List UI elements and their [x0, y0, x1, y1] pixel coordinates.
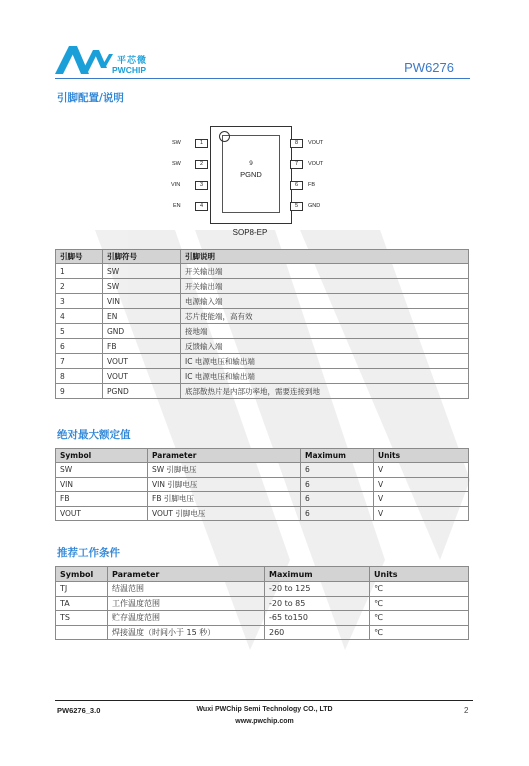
- cell-symbol: SW: [56, 463, 148, 478]
- cell-units: V: [374, 477, 469, 492]
- cell-pin-symbol: VOUT: [103, 369, 181, 384]
- table-row: [56, 384, 469, 399]
- page-number: 2: [464, 706, 469, 715]
- pin-label-left: VIN: [171, 182, 181, 188]
- cell-pin-number: 9: [56, 384, 103, 399]
- footer-company: Wuxi PWChip Semi Technology CO., LTD: [196, 706, 333, 713]
- cell-symbol: VOUT: [56, 506, 148, 521]
- center-pin-number: 9: [249, 160, 253, 167]
- cell-units: V: [374, 492, 469, 507]
- pin-number-box: 4: [195, 202, 208, 211]
- cell-pin-desc: 底部散热片是内部功率地，需要连接到地: [181, 384, 469, 399]
- package-name: SOP8-EP: [232, 228, 268, 237]
- section-title-rec-cond: 推荐工作条件: [57, 547, 120, 559]
- pin-label-left: SW: [172, 161, 181, 167]
- cell-pin-number: 1: [56, 264, 103, 279]
- table-row: [56, 611, 469, 626]
- pin1-marker-icon: [219, 131, 230, 142]
- cell-maximum: -20 to 85: [265, 596, 370, 611]
- table-header: Units: [374, 449, 469, 463]
- table-header: Maximum: [301, 449, 374, 463]
- cell-pin-number: 6: [56, 339, 103, 354]
- pin-label-left: SW: [172, 140, 181, 146]
- cell-units: ℃: [370, 611, 469, 626]
- cell-pin-desc: 接地端: [181, 324, 469, 339]
- cell-parameter: 焊接温度（时间小于 15 秒）: [108, 625, 265, 640]
- table-header: 引脚说明: [181, 250, 469, 264]
- table-row: [56, 264, 469, 279]
- cell-pin-desc: IC 电源电压和输出端: [181, 354, 469, 369]
- pin-description-table: [55, 249, 469, 399]
- cell-parameter: VIN 引脚电压: [148, 477, 301, 492]
- section-title-pin-config: 引脚配置/说明: [57, 92, 124, 104]
- cell-maximum: -20 to 125: [265, 582, 370, 597]
- cell-symbol: FB: [56, 492, 148, 507]
- footer-website[interactable]: www.pwchip.com: [235, 718, 294, 725]
- table-row: [56, 582, 469, 597]
- cell-symbol: TA: [56, 596, 108, 611]
- table-row: [56, 492, 469, 507]
- table-row: [56, 477, 469, 492]
- table-row: [56, 354, 469, 369]
- pin-label-left: EN: [173, 203, 181, 209]
- pwchip-logo-icon: [55, 40, 113, 76]
- pin-number-box: 7: [290, 160, 303, 169]
- pin-number-box: 2: [195, 160, 208, 169]
- table-row: [56, 369, 469, 384]
- model-number: PW6276: [404, 60, 454, 75]
- cell-maximum: 6: [301, 492, 374, 507]
- table-row: [56, 309, 469, 324]
- cell-units: ℃: [370, 596, 469, 611]
- table-header: 引脚号: [56, 250, 103, 264]
- table-header: Parameter: [108, 567, 265, 582]
- table-header: 引脚符号: [103, 250, 181, 264]
- table-row: [56, 596, 469, 611]
- cell-maximum: 6: [301, 506, 374, 521]
- cell-maximum: 6: [301, 463, 374, 478]
- pin-label-right: FB: [308, 182, 316, 188]
- cell-pin-symbol: SW: [103, 264, 181, 279]
- table-row: [56, 625, 469, 640]
- cell-symbol: VIN: [56, 477, 148, 492]
- table-row: [56, 294, 469, 309]
- cell-parameter: SW 引脚电压: [148, 463, 301, 478]
- cell-pin-desc: IC 电源电压和输出端: [181, 369, 469, 384]
- abs-max-table: [55, 448, 469, 521]
- pin-number-box: 1: [195, 139, 208, 148]
- pin-label-right: VOUT: [308, 161, 324, 167]
- cell-pin-desc: 开关输出端: [181, 264, 469, 279]
- cell-pin-number: 5: [56, 324, 103, 339]
- cell-pin-desc: 开关输出端: [181, 279, 469, 294]
- brand-name-cn: 平芯微: [117, 56, 148, 66]
- cell-pin-symbol: SW: [103, 279, 181, 294]
- cell-pin-symbol: FB: [103, 339, 181, 354]
- table-header: Symbol: [56, 449, 148, 463]
- pin-number-box: 5: [290, 202, 303, 211]
- table-row: [56, 324, 469, 339]
- cell-pin-symbol: VOUT: [103, 354, 181, 369]
- pin-label-right: VOUT: [308, 140, 324, 146]
- cell-maximum: 6: [301, 477, 374, 492]
- cell-symbol: TJ: [56, 582, 108, 597]
- cell-pin-desc: 反馈输入端: [181, 339, 469, 354]
- cell-parameter: FB 引脚电压: [148, 492, 301, 507]
- pin-number-box: 8: [290, 139, 303, 148]
- cell-parameter: 贮存温度范围: [108, 611, 265, 626]
- cell-units: V: [374, 463, 469, 478]
- footer-doc-id: PW6276_3.0: [57, 706, 101, 715]
- footer-divider: [55, 700, 473, 701]
- cell-pin-number: 7: [56, 354, 103, 369]
- cell-pin-desc: 电源输入端: [181, 294, 469, 309]
- cell-symbol: [56, 625, 108, 640]
- cell-pin-number: 4: [56, 309, 103, 324]
- cell-units: ℃: [370, 625, 469, 640]
- header-divider: [55, 78, 470, 79]
- pin-number-box: 3: [195, 181, 208, 190]
- cell-pin-number: 8: [56, 369, 103, 384]
- cell-pin-desc: 芯片使能端，高有效: [181, 309, 469, 324]
- table-row: [56, 279, 469, 294]
- table-header: Maximum: [265, 567, 370, 582]
- cell-pin-number: 3: [56, 294, 103, 309]
- cell-pin-number: 2: [56, 279, 103, 294]
- center-pin-name: PGND: [240, 170, 262, 179]
- cell-pin-symbol: GND: [103, 324, 181, 339]
- table-row: [56, 339, 469, 354]
- brand-name-en: PWCHIP: [112, 65, 146, 75]
- cell-pin-symbol: PGND: [103, 384, 181, 399]
- cell-parameter: 工作温度范围: [108, 596, 265, 611]
- table-header: Symbol: [56, 567, 108, 582]
- cell-units: ℃: [370, 582, 469, 597]
- table-header: Parameter: [148, 449, 301, 463]
- cell-parameter: 结温范围: [108, 582, 265, 597]
- cell-units: V: [374, 506, 469, 521]
- table-row: [56, 463, 469, 478]
- cell-parameter: VOUT 引脚电压: [148, 506, 301, 521]
- table-header: Units: [370, 567, 469, 582]
- cell-symbol: TS: [56, 611, 108, 626]
- table-row: [56, 506, 469, 521]
- cell-maximum: -65 to150: [265, 611, 370, 626]
- section-title-abs-max: 绝对最大额定值: [57, 429, 131, 441]
- pin-number-box: 6: [290, 181, 303, 190]
- cell-pin-symbol: VIN: [103, 294, 181, 309]
- cell-maximum: 260: [265, 625, 370, 640]
- rec-cond-table: [55, 566, 469, 640]
- pin-label-right: GND: [308, 203, 321, 209]
- cell-pin-symbol: EN: [103, 309, 181, 324]
